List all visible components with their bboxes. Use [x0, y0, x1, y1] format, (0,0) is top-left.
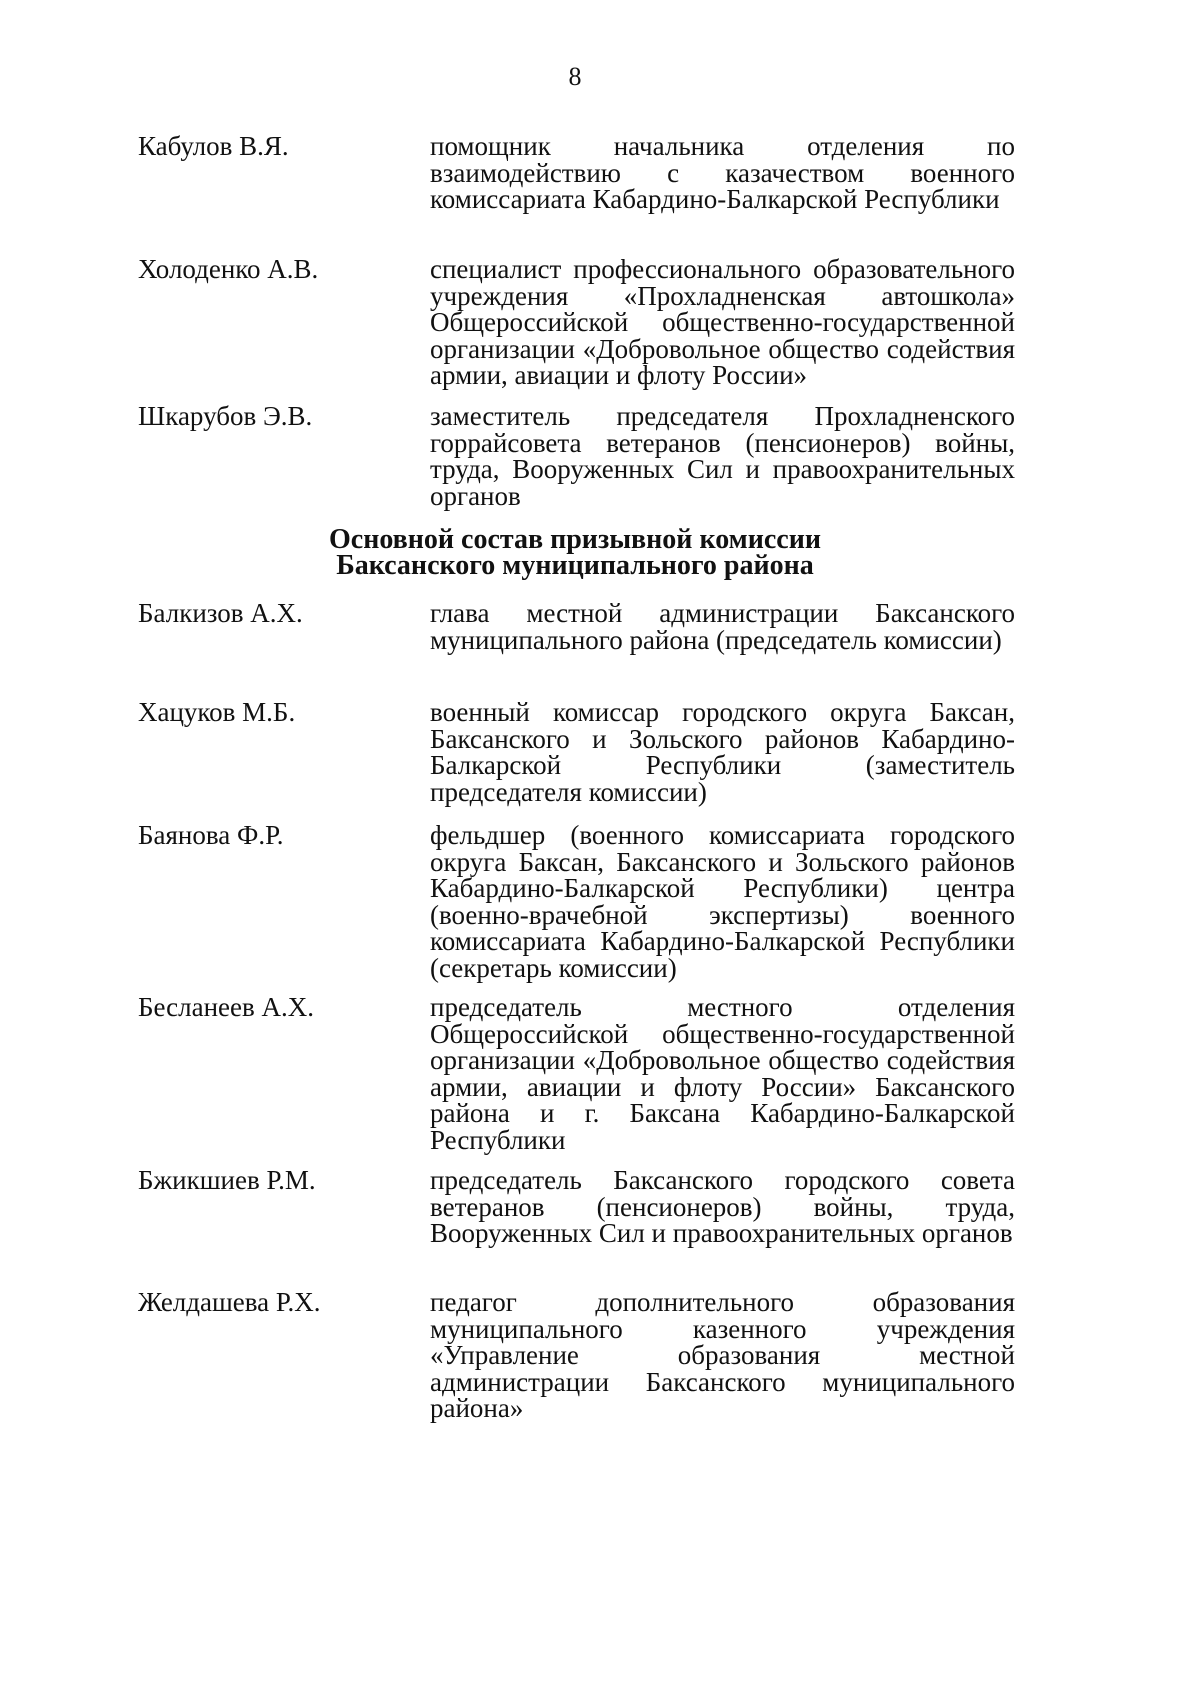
member-list-top-3	[138, 403, 1018, 509]
member-role: глава местной администрации Баксанского муниципального района (председатель комиссии)	[430, 598, 1015, 655]
member-entry	[138, 1289, 1018, 1422]
member-name: Желдашева Р.Х.	[138, 1287, 321, 1317]
member-name: Кабулов В.Я.	[138, 131, 289, 161]
member-entry	[138, 994, 1018, 1153]
member-name: Балкизов А.Х.	[138, 598, 303, 628]
member-role: председатель местного отделения Общероссийской общественно-государственной организации «Добровольное общество содействия армии, авиации и флоту России» Баксанского района и г. Баксана Кабардино-Балкарской Республики	[430, 992, 1015, 1155]
member-name: Холоденко А.В.	[138, 254, 319, 284]
member-name: Шкарубов Э.В.	[138, 401, 313, 431]
member-list-bottom-6	[138, 1289, 1018, 1422]
member-entry	[138, 133, 1018, 213]
section-heading-line1: Основной состав призывной комиссии	[329, 524, 821, 555]
member-list-bottom-4	[138, 994, 1018, 1153]
member-name: Хацуков М.Б.	[138, 697, 296, 727]
member-role: фельдшер (военного комиссариата городского округа Баксан, Баксанского и Зольского районов Кабардино-Балкарской Республики) центра (военно-врачебной экспертизы) военного комиссариата Кабардино-Балкарской Республики (секретарь комиссии)	[430, 820, 1015, 983]
member-role: помощник начальника отделения по взаимодействию с казачеством военного комиссариата Кабардино-Балкарской Республики	[430, 131, 1015, 214]
member-role: председатель Баксанского городского совета ветеранов (пенсионеров) войны, труда, Вооруженных Сил и правоохранительных органов	[430, 1165, 1015, 1248]
member-name: Бжикшиев Р.М.	[138, 1165, 316, 1195]
member-list-bottom-3	[138, 822, 1018, 981]
member-role: заместитель председателя Прохладненского горрайсовета ветеранов (пенсионеров) войны, труда, Вооруженных Сил и правоохранительных органов	[430, 401, 1015, 511]
member-entry	[138, 600, 1018, 653]
member-name: Баянова Ф.Р.	[138, 820, 284, 850]
member-entry	[138, 1167, 1018, 1247]
member-entry	[138, 256, 1018, 389]
member-role: педагог дополнительного образования муниципального казенного учреждения «Управление образования местной администрации Баксанского муниципального района»	[430, 1287, 1015, 1423]
member-role: специалист профессионального образовательного учреждения «Прохладненская автошкола» Общероссийской общественно-государственной организации «Добровольное общество содействия армии, авиации и флоту России»	[430, 254, 1015, 390]
member-list-bottom-2	[138, 699, 1018, 805]
member-entry	[138, 699, 1018, 805]
member-name: Бесланеев А.Х.	[138, 992, 315, 1022]
page-number: 8	[568, 62, 582, 91]
member-entry	[138, 403, 1018, 509]
member-list-bottom-5	[138, 1167, 1018, 1247]
member-list-top-2	[138, 256, 1018, 389]
section-heading-line2: Баксанского муниципального района	[336, 550, 814, 581]
member-list-bottom-1	[138, 600, 1018, 653]
member-list-top	[138, 133, 1018, 213]
member-entry	[138, 822, 1018, 981]
member-role: военный комиссар городского округа Баксан, Баксанского и Зольского районов Кабардино-Балкарской Республики (заместитель председателя комиссии)	[430, 697, 1015, 807]
